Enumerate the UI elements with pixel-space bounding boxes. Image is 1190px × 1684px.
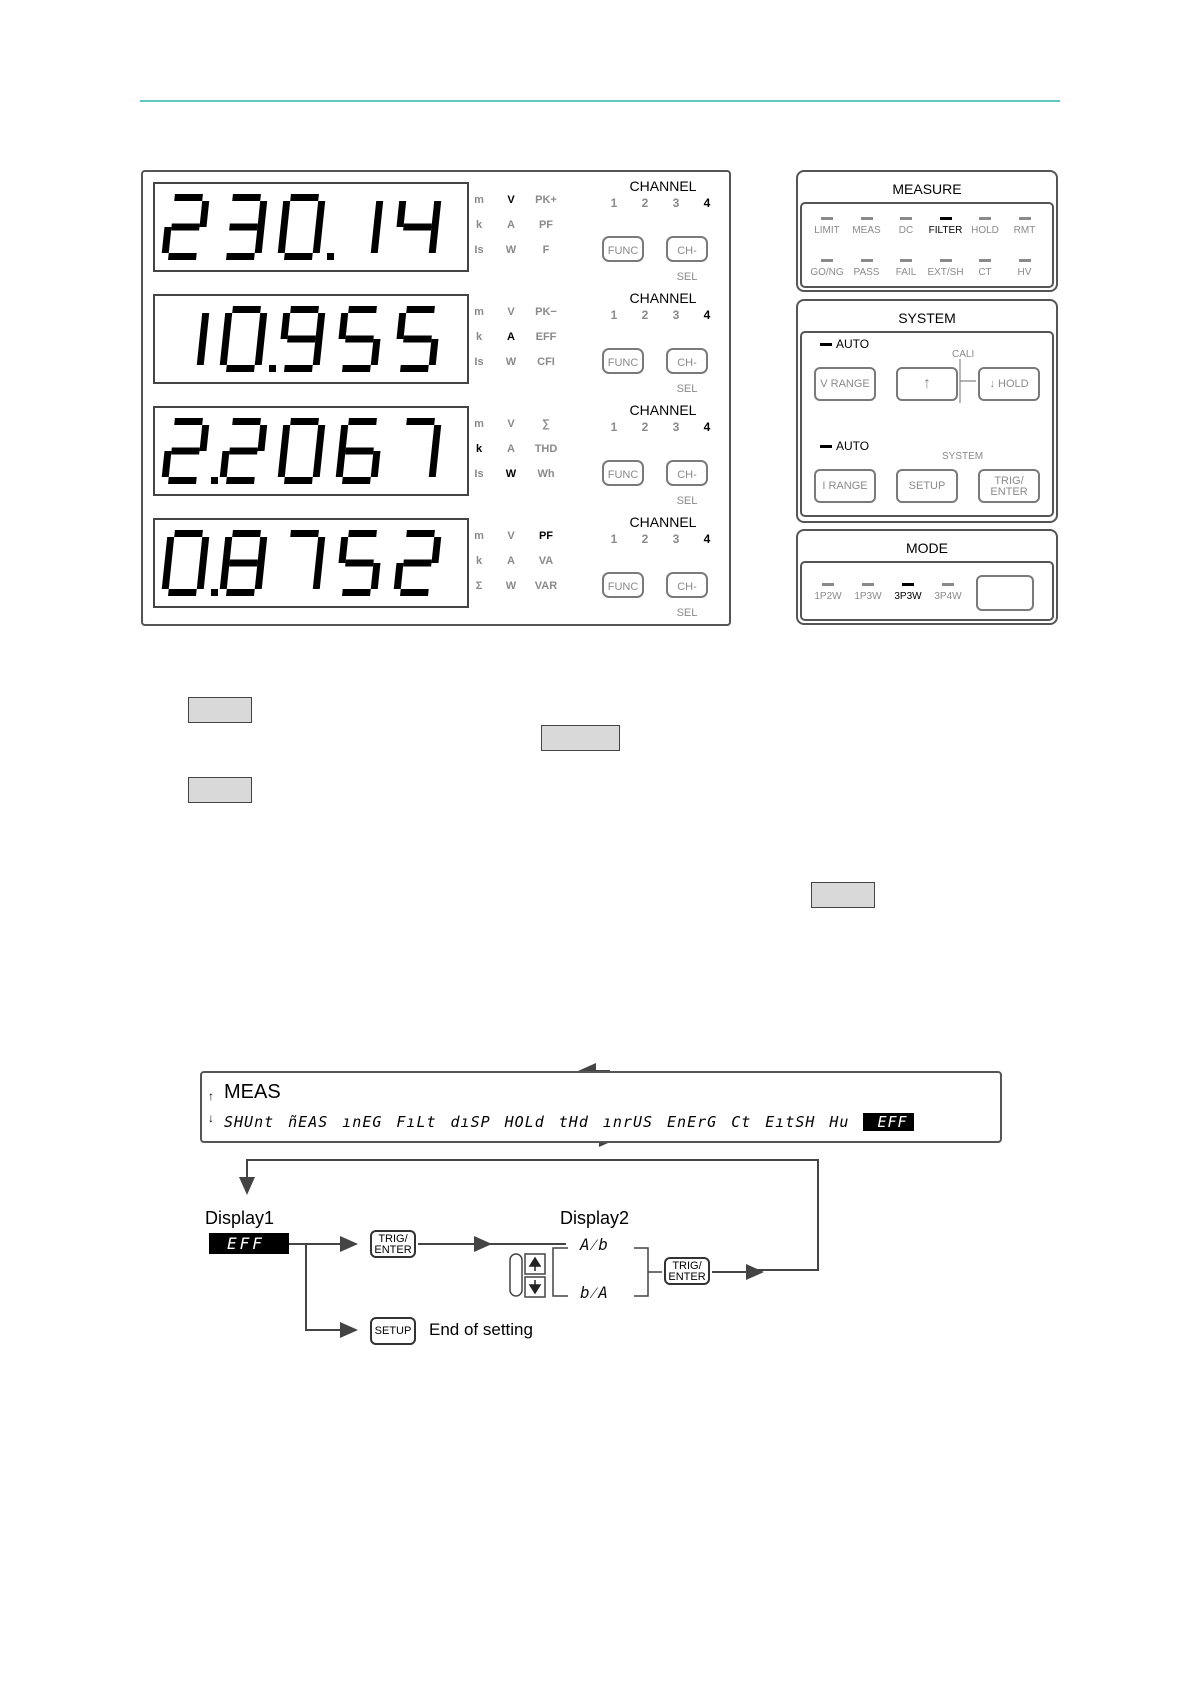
lcd-value: 0.8752 xyxy=(155,510,159,511)
channel-indicator-2: 2 xyxy=(641,308,649,322)
channel-indicator-1: 1 xyxy=(610,196,618,210)
unit-indicator: Is xyxy=(474,356,484,368)
channel-title: CHANNEL xyxy=(629,290,697,306)
unit-indicator: k xyxy=(475,443,483,455)
led-label: EXT/SH xyxy=(927,267,964,278)
unit-indicator: A xyxy=(507,331,515,343)
channel-title: CHANNEL xyxy=(629,514,697,530)
channel-title: CHANNEL xyxy=(629,178,697,194)
channel-indicator-3: 3 xyxy=(672,196,680,210)
meas-menu-item: Ct xyxy=(731,1113,752,1131)
channel-indicator-1: 1 xyxy=(610,420,618,434)
unit-indicator: VA xyxy=(538,555,554,567)
i-auto-indicator: AUTO xyxy=(820,439,869,453)
cali-label: CALI xyxy=(952,349,975,360)
unit-indicator: W xyxy=(505,356,517,368)
display1-label: Display1 xyxy=(205,1208,275,1228)
unit-indicator: Is xyxy=(474,244,484,256)
led-label: RMT xyxy=(1013,225,1036,236)
v-auto-indicator: AUTO xyxy=(820,337,869,351)
channel-indicator-1: 1 xyxy=(610,532,618,546)
end-of-setting-text: End of setting xyxy=(429,1320,533,1339)
func-button[interactable]: FUNC xyxy=(602,236,644,262)
led-label: PASS xyxy=(853,267,880,278)
lcd-value: 2.2067 xyxy=(155,398,159,399)
system-small-label: SYSTEM xyxy=(942,451,984,462)
unit-indicator: PF xyxy=(538,219,554,231)
unit-indicator: W xyxy=(505,244,517,256)
meas-menu-item: tHd xyxy=(558,1113,589,1131)
channel-indicator-3: 3 xyxy=(672,420,680,434)
unit-indicator: PF xyxy=(538,530,554,542)
led-label: 1P3W xyxy=(854,591,882,602)
meas-menu-item: ñEAS xyxy=(288,1113,329,1131)
unit-indicator: PK− xyxy=(535,306,557,318)
led-label: 3P4W xyxy=(934,591,962,602)
channel-indicator-4: 4 xyxy=(703,308,711,322)
mode-title: MODE xyxy=(906,540,948,556)
meas-menu-item: Hu xyxy=(829,1113,850,1131)
led-label: 3P3W xyxy=(894,591,922,602)
unit-indicator: m xyxy=(474,418,484,430)
trig-enter-key-1[interactable]: TRIG/ ENTER xyxy=(370,1230,416,1258)
setup-button[interactable]: SETUP xyxy=(896,469,958,503)
unit-indicator: Is xyxy=(474,468,484,480)
unit-indicator: W xyxy=(505,468,517,480)
display2-option-b-over-a[interactable]: b⁄A xyxy=(580,1283,611,1302)
meas-menu-item: HOLd xyxy=(504,1113,545,1131)
unit-indicator: V xyxy=(507,194,515,206)
down-arrow-icon: ↓ HOLD xyxy=(989,378,1029,390)
led-label: HOLD xyxy=(971,225,999,236)
ch-sel-button[interactable]: CH-SEL xyxy=(666,236,708,262)
down-arrow-icon: ↓ xyxy=(208,1111,214,1125)
unit-indicator: EFF xyxy=(535,331,557,343)
unit-indicator: V xyxy=(507,418,515,430)
system-title: SYSTEM xyxy=(898,310,956,326)
ch-sel-button[interactable]: CH-SEL xyxy=(666,572,708,598)
up-arrow-icon: ↑ xyxy=(208,1089,214,1103)
func-button[interactable]: FUNC xyxy=(602,460,644,486)
channel-indicator-3: 3 xyxy=(672,308,680,322)
meas-menu-item: ınrUS xyxy=(602,1113,654,1131)
unit-indicator: A xyxy=(507,555,515,567)
unit-indicator: m xyxy=(474,194,484,206)
unit-indicator: Σ xyxy=(475,580,483,592)
unit-indicator: m xyxy=(474,306,484,318)
channel-indicator-4: 4 xyxy=(703,532,711,546)
led-label: FAIL xyxy=(895,267,917,278)
func-button[interactable]: FUNC xyxy=(602,572,644,598)
setup-key[interactable]: SETUP xyxy=(370,1317,416,1345)
meas-items xyxy=(224,1113,914,1131)
channel-indicator-2: 2 xyxy=(641,532,649,546)
led-label: HV xyxy=(1017,267,1032,278)
led-label: FILTER xyxy=(928,225,963,236)
unit-indicator: THD xyxy=(534,443,558,455)
channel-indicator-3: 3 xyxy=(672,532,680,546)
meas-menu-item: EnErG xyxy=(667,1113,718,1131)
unit-indicator: k xyxy=(475,555,483,567)
channel-indicator-4: 4 xyxy=(703,196,711,210)
channel-indicator-1: 1 xyxy=(610,308,618,322)
unit-indicator: W xyxy=(505,580,517,592)
channel-title: CHANNEL xyxy=(629,402,697,418)
led-label: 1P2W xyxy=(814,591,842,602)
channel-indicator-4: 4 xyxy=(703,420,711,434)
meas-title: MEAS xyxy=(224,1081,281,1103)
display2-option-a-over-b[interactable]: A⁄b xyxy=(580,1235,611,1254)
unit-indicator: VAR xyxy=(534,580,558,592)
up-arrow-icon: ↑ xyxy=(923,375,931,392)
unit-indicator: ∑ xyxy=(542,418,550,430)
lcd-value: 230.14 xyxy=(155,174,159,175)
unit-indicator: k xyxy=(475,331,483,343)
led-label: GO/NG xyxy=(810,267,844,278)
trig-enter-key-2[interactable]: TRIG/ ENTER xyxy=(664,1257,710,1285)
display1-value: EFF xyxy=(209,1233,289,1254)
meas-menu-item: FıLt xyxy=(396,1113,437,1131)
unit-indicator: A xyxy=(507,219,515,231)
unit-indicator: A xyxy=(507,443,515,455)
meas-menu-item: dıSP xyxy=(450,1113,491,1131)
led-label: MEAS xyxy=(852,225,881,236)
channel-indicator-2: 2 xyxy=(641,196,649,210)
led-label: LIMIT xyxy=(814,225,840,236)
unit-indicator: Wh xyxy=(537,468,555,480)
unit-indicator: CFI xyxy=(537,356,555,368)
meas-menu-item: SHUnt xyxy=(224,1113,275,1131)
i-range-button[interactable]: I RANGE xyxy=(814,469,876,503)
channel-indicator-2: 2 xyxy=(641,420,649,434)
meas-menu-item: EFF xyxy=(863,1113,913,1131)
unit-indicator: F xyxy=(542,244,550,256)
ch-sel-button[interactable]: CH-SEL xyxy=(666,348,708,374)
measure-title: MEASURE xyxy=(892,181,962,197)
trig-enter-button[interactable]: TRIG/ ENTER xyxy=(978,469,1040,503)
lcd-value: 10.955 xyxy=(155,286,159,287)
unit-indicator: V xyxy=(507,306,515,318)
v-range-button[interactable]: V RANGE xyxy=(814,367,876,401)
func-button[interactable]: FUNC xyxy=(602,348,644,374)
display2-label: Display2 xyxy=(560,1208,630,1228)
meas-menu-item: ınEG xyxy=(342,1113,383,1131)
ch-sel-button[interactable]: CH-SEL xyxy=(666,460,708,486)
meas-menu-item: EıtSH xyxy=(765,1113,816,1131)
led-label: CT xyxy=(978,267,992,278)
unit-indicator: PK+ xyxy=(535,194,557,206)
unit-indicator: k xyxy=(475,219,483,231)
unit-indicator: m xyxy=(474,530,484,542)
unit-indicator: V xyxy=(507,530,515,542)
meas-menu-box xyxy=(200,1071,1002,1143)
led-label: DC xyxy=(898,225,914,236)
